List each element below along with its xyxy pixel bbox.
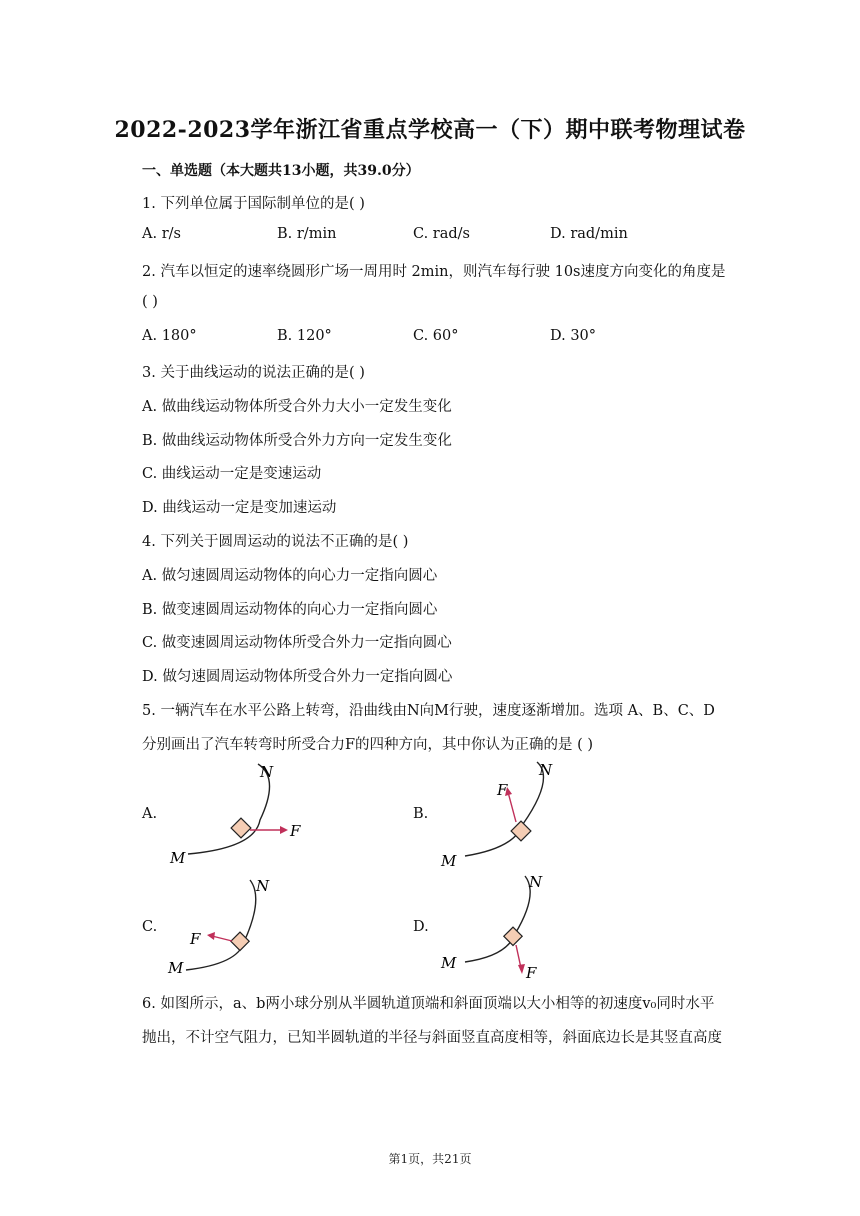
label-f: F (190, 930, 201, 948)
section-heading: 一、单选题（本大题共13小题，共39.0分） (142, 163, 420, 179)
label-n: N (529, 873, 543, 891)
q1-stem: 1. 下列单位属于国际制单位的是( ) (142, 196, 365, 212)
q3-option-b: B. 做曲线运动物体所受合外力方向一定发生变化 (142, 433, 452, 449)
q5-fig-b-label: B. (413, 806, 429, 822)
q5-figure-a (160, 758, 330, 868)
q4-option-c: C. 做变速圆周运动物体所受合外力一定指向圆心 (142, 635, 452, 651)
label-m: M (170, 849, 186, 867)
label-f: F (290, 822, 301, 840)
q4-option-a: A. 做匀速圆周运动物体的向心力一定指向圆心 (142, 568, 438, 584)
q4-stem: 4. 下列关于圆周运动的说法不正确的是( ) (142, 534, 409, 550)
q6-stem-line2: 抛出，不计空气阻力，已知半圆轨道的半径与斜面竖直高度相等，斜面底边长是其竖直高度 (142, 1030, 722, 1046)
label-n: N (539, 761, 553, 779)
label-f: F (526, 964, 537, 980)
q5-figure-c (160, 874, 330, 980)
q1-option-d: D. rad/min (550, 226, 628, 242)
q5-fig-a-label: A. (142, 806, 158, 822)
q3-option-a: A. 做曲线运动物体所受合外力大小一定发生变化 (142, 399, 452, 415)
label-n: N (260, 763, 274, 781)
q3-option-c: C. 曲线运动一定是变速运动 (142, 466, 322, 482)
label-f: F (497, 781, 508, 799)
force-arrow (518, 964, 525, 974)
q3-option-d: D. 曲线运动一定是变加速运动 (142, 500, 337, 516)
q2-option-a: A. 180° (142, 328, 197, 344)
q5-figure-b (435, 756, 605, 872)
force-arrow (280, 826, 288, 834)
q3-stem: 3. 关于曲线运动的说法正确的是( ) (142, 365, 365, 381)
q1-option-c: C. rad/s (413, 226, 470, 242)
page-title: 2022-2023学年浙江省重点学校高一（下）期中联考物理试卷 (114, 117, 746, 143)
label-m: M (441, 852, 457, 870)
q5-figure-d (435, 870, 605, 980)
q6-stem-line1: 6. 如图所示，a、b两小球分别从半圆轨道顶端和斜面顶端以大小相等的初速度v₀同时水平 (142, 996, 715, 1012)
q2-stem-line2: ( ) (142, 294, 158, 310)
q2-option-c: C. 60° (413, 328, 459, 344)
label-m: M (441, 954, 457, 972)
q5-fig-c-label: C. (142, 919, 158, 935)
q2-option-d: D. 30° (550, 328, 597, 344)
car-block (231, 818, 251, 838)
q4-option-d: D. 做匀速圆周运动物体所受合外力一定指向圆心 (142, 669, 453, 685)
q2-option-b: B. 120° (277, 328, 332, 344)
force-arrow (207, 932, 215, 940)
q1-option-b: B. r/min (277, 226, 337, 242)
q5-fig-d-label: D. (413, 919, 429, 935)
q2-stem-line1: 2. 汽车以恒定的速率绕圆形广场一周用时 2min，则汽车每行驶 10s速度方向变化的角度是 (142, 264, 726, 280)
q5-stem-line2: 分别画出了汽车转弯时所受合力F的四种方向，其中你认为正确的是 ( ) (142, 737, 594, 753)
q5-stem-line1: 5. 一辆汽车在水平公路上转弯，沿曲线由N向M行驶，速度逐渐增加。选项 A、B、C、D (142, 703, 715, 719)
q4-option-b: B. 做变速圆周运动物体的向心力一定指向圆心 (142, 602, 438, 618)
label-n: N (256, 877, 270, 895)
car-block (504, 927, 522, 945)
label-m: M (168, 959, 184, 977)
page-footer: 第1页，共21页 (388, 1152, 472, 1166)
q1-option-a: A. r/s (142, 226, 181, 242)
